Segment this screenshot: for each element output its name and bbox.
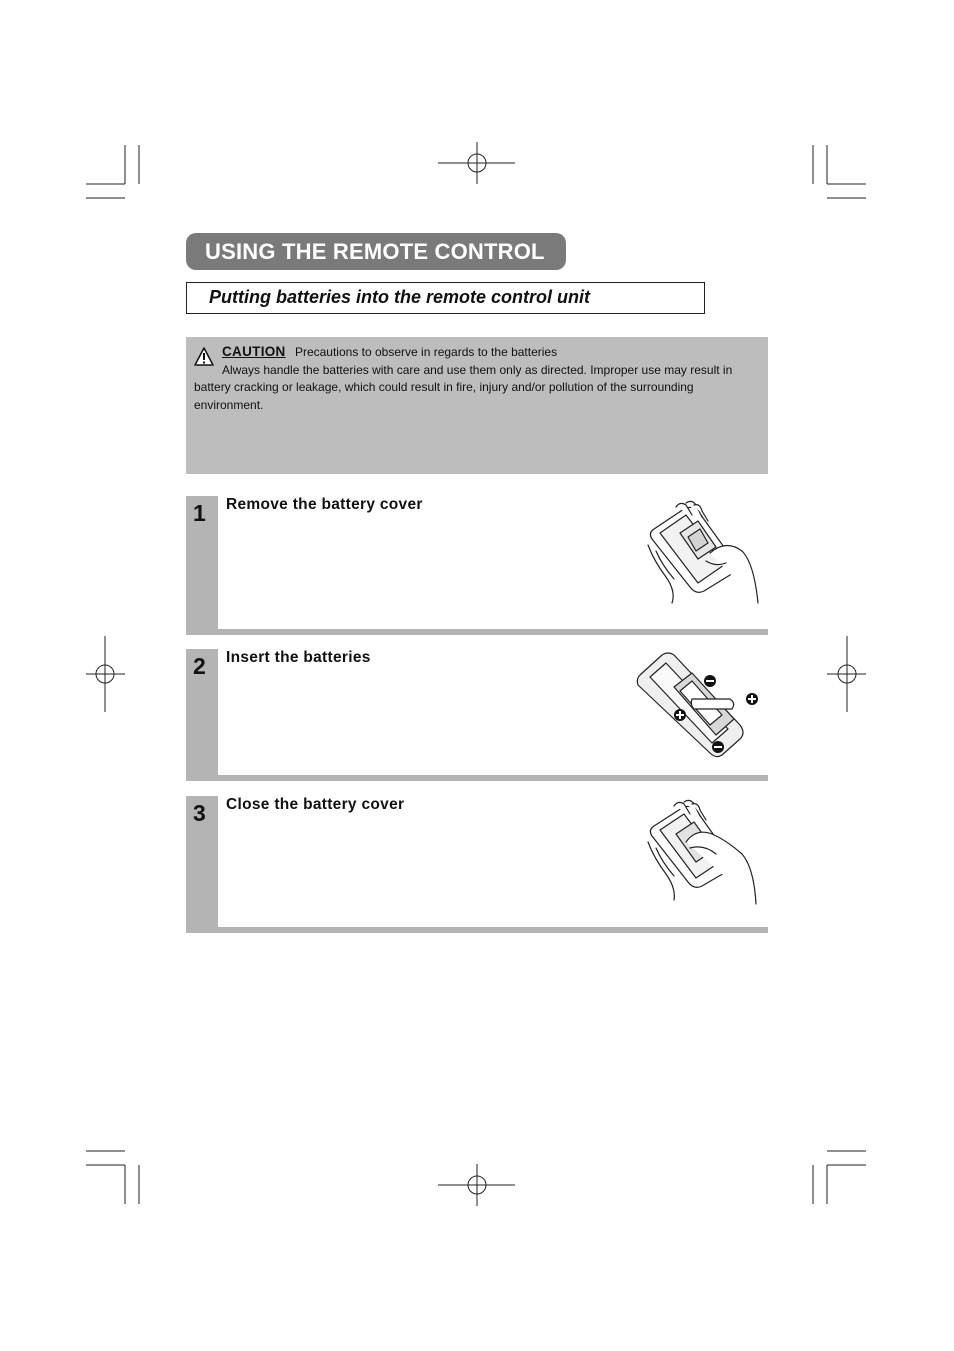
step-3 <box>186 796 768 933</box>
caution-label: CAUTION <box>222 344 286 359</box>
step-1-number: 1 <box>193 500 206 526</box>
remote-battery-insertion-illustration <box>636 651 764 763</box>
caution-box <box>186 337 768 474</box>
caution-text-line1: Always handle the batteries with care and use them only as directed. Improper use may result in <box>222 362 733 377</box>
hands-closing-battery-cover-illustration <box>646 798 762 908</box>
hands-removing-battery-cover-illustration <box>646 499 762 609</box>
caution-text-line2: battery cracking or leakage, which could result in fire, injury and/or pollution of the surrounding environment. <box>194 380 694 412</box>
caution-heading: Precautions to observe in regards to the batteries <box>294 345 558 359</box>
step-2 <box>186 649 768 781</box>
section-title: USING THE REMOTE CONTROL <box>186 233 566 270</box>
step-1-rule <box>186 629 768 635</box>
caution-heading-line <box>222 343 760 362</box>
step-2-rule <box>186 775 768 781</box>
subsection-title: Putting batteries into the remote control unit <box>186 282 705 314</box>
step-3-number: 3 <box>193 800 206 826</box>
step-3-rule <box>186 927 768 933</box>
step-2-title: Insert the batteries <box>226 649 371 666</box>
step-2-number: 2 <box>193 653 206 679</box>
step-3-title: Close the battery cover <box>226 796 405 813</box>
step-1 <box>186 496 768 635</box>
warning-triangle-icon <box>194 347 214 366</box>
step-1-title: Remove the battery cover <box>226 496 423 513</box>
